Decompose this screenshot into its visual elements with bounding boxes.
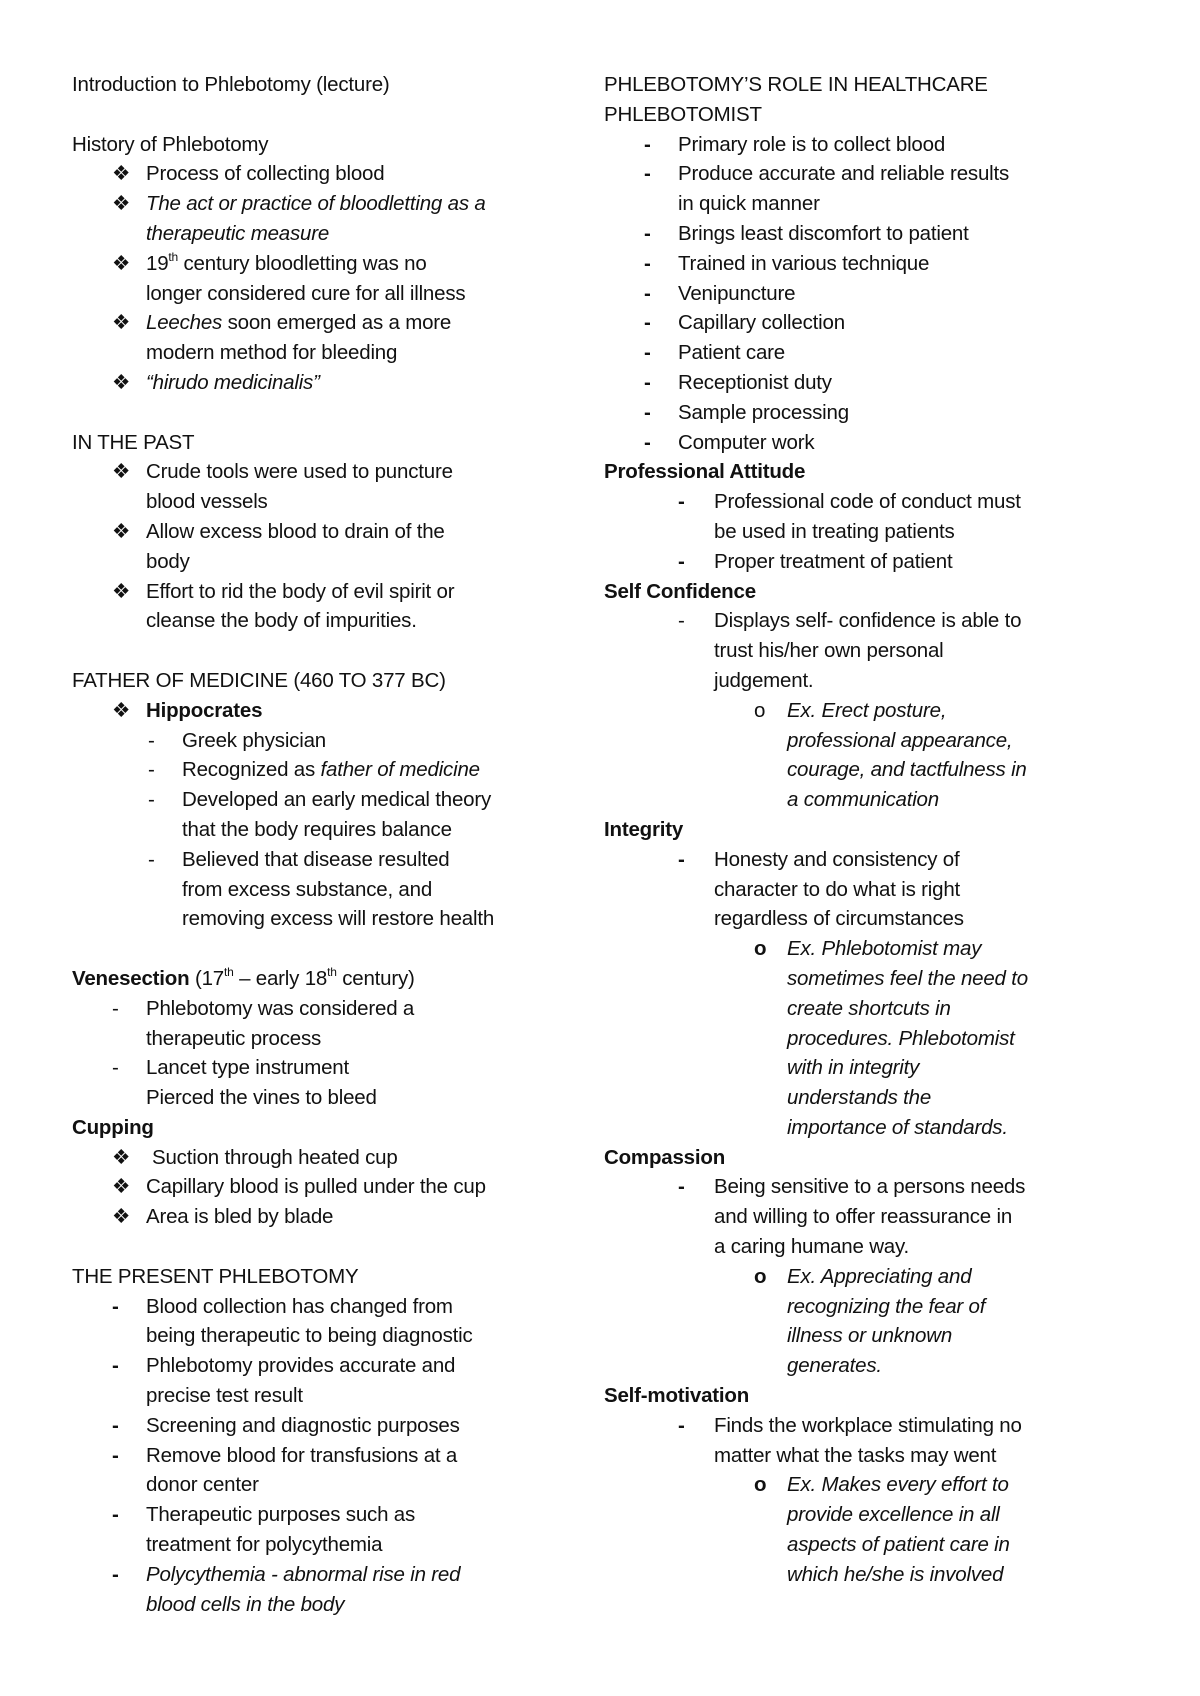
line-text: Pierced the vines to bleed xyxy=(146,1086,377,1110)
history-item xyxy=(72,308,542,338)
line-text: professional appearance, xyxy=(787,728,1013,752)
line-text: Phlebotomy was considered a xyxy=(146,996,415,1020)
line-text: Process of collecting blood xyxy=(146,162,385,186)
venesection-open: (17 xyxy=(194,966,224,990)
trait-example xyxy=(604,1083,1074,1113)
line-text: Trained in various technique xyxy=(678,251,930,275)
history-item xyxy=(72,219,542,249)
venesection-sup2: th xyxy=(327,964,337,979)
trait-example xyxy=(604,1470,1074,1500)
role-heading: PHLEBOTOMY’S ROLE IN HEALTHCARE xyxy=(604,73,988,96)
father-italic: father of medicine xyxy=(320,758,480,782)
line-text: Receptionist duty xyxy=(678,370,832,394)
role-item xyxy=(604,368,1074,398)
trait-example xyxy=(604,726,1074,756)
line-text: understands the xyxy=(787,1086,932,1110)
hippocrates-name: Hippocrates xyxy=(146,698,263,722)
trait-example xyxy=(604,1321,1074,1351)
venesection-heading xyxy=(72,964,542,994)
trait-example xyxy=(604,994,1074,1024)
dash-bullet-icon: - xyxy=(148,847,155,871)
trait-item xyxy=(604,845,1074,875)
past-item xyxy=(72,547,542,577)
line-text: treatment for polycythemia xyxy=(146,1533,383,1557)
century-suffix: th xyxy=(168,249,179,264)
line-text: Remove blood for transfusions at a xyxy=(146,1443,458,1467)
trait-example xyxy=(604,1530,1074,1560)
present-item xyxy=(72,1560,542,1590)
present-list xyxy=(72,1292,542,1620)
trait-item xyxy=(604,606,1074,636)
line-text: sometimes feel the need to xyxy=(787,966,1028,990)
present-item xyxy=(72,1441,542,1471)
line-text: create shortcuts in xyxy=(787,996,951,1020)
line-text: Brings least discomfort to patient xyxy=(678,221,969,245)
trait-example xyxy=(604,1292,1074,1322)
line-text: Finds the workplace stimulating no xyxy=(714,1413,1022,1437)
present-item xyxy=(72,1500,542,1530)
present-heading: THE PRESENT PHLEBOTOMY xyxy=(72,1264,359,1288)
cupping-list xyxy=(72,1143,542,1232)
history-item xyxy=(72,249,542,279)
line-text: modern method for bleeding xyxy=(146,341,398,365)
history-heading: History of Phlebotomy xyxy=(72,132,269,156)
line-text: that the body requires balance xyxy=(182,817,452,841)
hippocrates-detail xyxy=(72,726,542,756)
circle-bullet-icon: o xyxy=(754,937,767,961)
line-text: Capillary blood is pulled under the cup xyxy=(146,1175,486,1199)
history-list xyxy=(72,159,542,397)
line-text: with in integrity xyxy=(787,1056,920,1080)
attitude-list xyxy=(604,487,1074,576)
line-text: precise test result xyxy=(146,1384,303,1408)
role-item xyxy=(604,189,1074,219)
diamond-bullet-icon: ❖ xyxy=(112,192,131,216)
line-text: Blood collection has changed from xyxy=(146,1294,453,1318)
trait-example xyxy=(604,696,1074,726)
line-text: Sample processing xyxy=(678,400,849,424)
dash-bullet-icon: - xyxy=(644,251,651,275)
trait-example xyxy=(604,964,1074,994)
diamond-bullet-icon: ❖ xyxy=(112,1175,131,1199)
line-text: Computer work xyxy=(678,430,815,454)
hippocrates-detail xyxy=(72,845,542,875)
diamond-bullet-icon: ❖ xyxy=(112,460,131,484)
line-text: blood vessels xyxy=(146,490,268,514)
hippocrates-item xyxy=(72,696,542,726)
line-text: blood cells in the body xyxy=(146,1592,345,1616)
line-text: Honesty and consistency of xyxy=(714,847,960,871)
line-text: cleanse the body of impurities. xyxy=(146,609,417,633)
dash-bullet-icon: - xyxy=(112,1294,119,1318)
circle-bullet-icon: o xyxy=(754,1264,767,1288)
dash-bullet-icon: - xyxy=(644,430,651,454)
hippocrates-detail xyxy=(72,875,542,905)
diamond-bullet-icon: ❖ xyxy=(112,370,131,394)
integrity-block xyxy=(604,845,1074,1143)
present-item xyxy=(72,1351,542,1381)
trait-item xyxy=(604,666,1074,696)
dash-bullet-icon: - xyxy=(112,1443,119,1467)
dash-bullet-icon: - xyxy=(112,1354,119,1378)
trait-example xyxy=(604,1351,1074,1381)
line-text: trust his/her own personal xyxy=(714,639,944,663)
line-text: from excess substance, and xyxy=(182,877,433,901)
dash-bullet-icon: - xyxy=(678,549,685,573)
diamond-bullet-icon: ❖ xyxy=(112,1205,131,1229)
line-text: procedures. Phlebotomist xyxy=(787,1026,1015,1050)
father-heading-text: FATHER OF MEDICINE xyxy=(72,668,288,692)
role-item xyxy=(604,428,1074,458)
line-text: in quick manner xyxy=(678,192,820,216)
line-text: judgement. xyxy=(714,668,814,692)
diamond-bullet-icon: ❖ xyxy=(112,162,131,186)
past-item xyxy=(72,577,542,607)
line-text: illness or unknown xyxy=(787,1324,953,1348)
line-text: Greek physician xyxy=(182,728,326,752)
trait-example xyxy=(604,755,1074,785)
history-item xyxy=(72,368,542,398)
trait-item xyxy=(604,1411,1074,1441)
line-text: Professional code of conduct must xyxy=(714,490,1021,514)
trait-example xyxy=(604,785,1074,815)
line-text: recognizing the fear of xyxy=(787,1294,986,1318)
venesection-item xyxy=(72,1083,542,1113)
line-text: which he/she is involved xyxy=(787,1562,1004,1586)
line-text: aspects of patient care in xyxy=(787,1533,1010,1557)
cupping-item xyxy=(72,1172,542,1202)
present-item xyxy=(72,1590,542,1620)
line-text xyxy=(146,249,427,275)
dash-bullet-icon: - xyxy=(678,490,685,514)
role-item xyxy=(604,130,1074,160)
hippocrates-detail xyxy=(72,904,542,934)
attitude-heading: Professional Attitude xyxy=(604,460,806,484)
trait-item xyxy=(604,875,1074,905)
line-text: Lancet type instrument xyxy=(146,1056,349,1080)
cupping-item xyxy=(72,1202,542,1232)
dash-bullet-icon: - xyxy=(644,341,651,365)
diamond-bullet-icon: ❖ xyxy=(112,251,131,275)
line-text: Patient care xyxy=(678,341,785,365)
left-column xyxy=(72,70,542,1619)
line-text: and willing to offer reassurance in xyxy=(714,1205,1013,1229)
line-text: The act or practice of bloodletting as a xyxy=(146,192,486,216)
line-text: be used in treating patients xyxy=(714,519,955,543)
line-text: Venipuncture xyxy=(678,281,796,305)
role-item xyxy=(604,159,1074,189)
line-text: Recognized as xyxy=(182,758,321,782)
father-list xyxy=(72,726,542,935)
dash-bullet-icon: - xyxy=(112,996,119,1020)
motivation-block xyxy=(604,1411,1074,1590)
line-text: generates. xyxy=(787,1354,882,1378)
line-text: Being sensitive to a persons needs xyxy=(714,1175,1026,1199)
line-text: regardless of circumstances xyxy=(714,907,964,931)
cupping-heading: Cupping xyxy=(72,1115,154,1139)
hippocrates-detail xyxy=(72,785,542,815)
present-item xyxy=(72,1292,542,1322)
role-item xyxy=(604,398,1074,428)
confidence-heading: Self Confidence xyxy=(604,579,756,603)
trait-item xyxy=(604,636,1074,666)
line-text: Polycythemia - abnormal rise in red xyxy=(146,1562,461,1586)
line-text: Displays self- confidence is able to xyxy=(714,609,1022,633)
dash-bullet-icon: - xyxy=(148,758,155,782)
line-text: therapeutic measure xyxy=(146,221,330,245)
line-text: “hirudo medicinalis” xyxy=(146,370,320,394)
roles-list xyxy=(604,130,1074,458)
line-text: Ex. Appreciating and xyxy=(787,1264,972,1288)
compassion-block xyxy=(604,1172,1074,1381)
trait-example xyxy=(604,1024,1074,1054)
line-text: importance of standards. xyxy=(787,1115,1008,1139)
trait-item xyxy=(604,1172,1074,1202)
dash-bullet-icon: - xyxy=(678,609,685,633)
father-years: (460 TO 377 BC) xyxy=(293,668,446,692)
attitude-item xyxy=(604,517,1074,547)
trait-example xyxy=(604,1053,1074,1083)
dash-bullet-icon: - xyxy=(112,1413,119,1437)
dash-bullet-icon: - xyxy=(644,311,651,335)
role-item xyxy=(604,219,1074,249)
venesection-sup1: th xyxy=(223,964,234,979)
line-text: character to do what is right xyxy=(714,877,961,901)
venesection-item xyxy=(72,994,542,1024)
circle-bullet-icon: o xyxy=(754,698,766,722)
venesection-item xyxy=(72,1053,542,1083)
role-item xyxy=(604,249,1074,279)
venesection-close: century) xyxy=(336,966,415,990)
document-title: Introduction to Phlebotomy (lecture) xyxy=(72,73,390,96)
trait-item xyxy=(604,1232,1074,1262)
trait-example xyxy=(604,1560,1074,1590)
line-text: Believed that disease resulted xyxy=(182,847,450,871)
line-text: Primary role is to collect blood xyxy=(678,132,946,156)
line-text: Phlebotomy provides accurate and xyxy=(146,1354,456,1378)
line-text xyxy=(146,311,451,334)
past-list xyxy=(72,457,542,636)
dash-bullet-icon: - xyxy=(644,281,651,305)
father-heading xyxy=(72,666,542,696)
line-text: Crude tools were used to puncture xyxy=(146,460,453,484)
past-item xyxy=(72,457,542,487)
cupping-item xyxy=(72,1143,542,1173)
line-text: provide excellence in all xyxy=(787,1503,1000,1527)
line-text: a communication xyxy=(787,788,939,812)
line-text: Suction through heated cup xyxy=(152,1145,398,1169)
line-text: being therapeutic to being diagnostic xyxy=(146,1324,473,1348)
dash-bullet-icon: - xyxy=(112,1056,119,1080)
line-text: removing excess will restore health xyxy=(182,907,495,931)
trait-item xyxy=(604,904,1074,934)
past-item xyxy=(72,517,542,547)
line-text: donor center xyxy=(146,1473,259,1497)
diamond-bullet-icon: ❖ xyxy=(112,1145,131,1169)
trait-example xyxy=(604,934,1074,964)
hippocrates-detail xyxy=(72,755,542,785)
present-item xyxy=(72,1470,542,1500)
dash-bullet-icon: - xyxy=(678,1175,685,1199)
line-text: a caring humane way. xyxy=(714,1235,910,1259)
trait-example xyxy=(604,1262,1074,1292)
present-item xyxy=(72,1381,542,1411)
line-text: Therapeutic purposes such as xyxy=(146,1503,416,1527)
venesection-mid: – early 18 xyxy=(233,966,328,990)
dash-bullet-icon: - xyxy=(644,162,651,186)
line-text: Ex. Makes every effort to xyxy=(787,1473,1009,1497)
dash-bullet-icon: - xyxy=(644,221,651,245)
venesection-heading-text: Venesection xyxy=(72,966,190,990)
line-text: Ex. Erect posture, xyxy=(787,698,947,722)
motivation-heading: Self-motivation xyxy=(604,1384,750,1408)
dash-bullet-icon: - xyxy=(644,400,651,424)
history-item xyxy=(72,338,542,368)
dash-bullet-icon: - xyxy=(678,1413,685,1437)
venesection-list xyxy=(72,994,542,1113)
role-item xyxy=(604,338,1074,368)
line-text: Capillary collection xyxy=(678,311,845,335)
compassion-heading: Compassion xyxy=(604,1145,726,1169)
circle-bullet-icon: o xyxy=(754,1473,767,1497)
line-text: Produce accurate and reliable results xyxy=(678,162,1010,186)
present-item xyxy=(72,1530,542,1560)
history-item xyxy=(72,189,542,219)
past-heading: IN THE PAST xyxy=(72,430,195,454)
dash-bullet-icon: - xyxy=(148,728,155,752)
history-item xyxy=(72,279,542,309)
diamond-bullet-icon: ❖ xyxy=(112,519,131,543)
line-text: matter what the tasks may went xyxy=(714,1443,997,1467)
leeches-rest: soon emerged as a more xyxy=(222,311,452,335)
dash-bullet-icon: - xyxy=(112,1503,119,1527)
present-item xyxy=(72,1321,542,1351)
diamond-bullet-icon: ❖ xyxy=(112,579,131,603)
attitude-item xyxy=(604,487,1074,517)
past-item xyxy=(72,606,542,636)
integrity-heading: Integrity xyxy=(604,817,684,841)
trait-item xyxy=(604,1441,1074,1471)
venesection-item xyxy=(72,1024,542,1054)
trait-item xyxy=(604,1202,1074,1232)
past-item xyxy=(72,487,542,517)
history-item xyxy=(72,159,542,189)
leeches-text: Leeches xyxy=(146,311,223,335)
phlebotomist-heading: PHLEBOTOMIST xyxy=(604,102,762,126)
right-column xyxy=(604,70,1074,1590)
attitude-item xyxy=(604,547,1074,577)
line-text: Proper treatment of patient xyxy=(714,549,953,573)
line-text: Allow excess blood to drain of the xyxy=(146,519,445,543)
century-text: century bloodletting was no xyxy=(178,251,427,275)
line-text: Screening and diagnostic purposes xyxy=(146,1413,460,1437)
hippocrates-detail xyxy=(72,815,542,845)
diamond-bullet-icon: ❖ xyxy=(112,698,131,722)
line-text: therapeutic process xyxy=(146,1026,322,1050)
line-text: courage, and tactfulness in xyxy=(787,758,1027,782)
dash-bullet-icon: - xyxy=(644,132,651,156)
trait-example xyxy=(604,1113,1074,1143)
role-item xyxy=(604,308,1074,338)
dash-bullet-icon: - xyxy=(148,788,155,812)
line-text: body xyxy=(146,549,190,573)
line-text: Effort to rid the body of evil spirit or xyxy=(146,579,455,603)
dash-bullet-icon: - xyxy=(112,1562,119,1586)
diamond-bullet-icon: ❖ xyxy=(112,311,131,335)
dash-bullet-icon: - xyxy=(678,847,685,871)
century-number: 19 xyxy=(146,251,169,275)
line-text: Developed an early medical theory xyxy=(182,788,492,812)
role-item xyxy=(604,279,1074,309)
line-text: Ex. Phlebotomist may xyxy=(787,937,982,961)
dash-bullet-icon: - xyxy=(644,370,651,394)
present-item xyxy=(72,1411,542,1441)
line-text: Area is bled by blade xyxy=(146,1205,334,1229)
line-text: longer considered cure for all illness xyxy=(146,281,466,305)
confidence-block xyxy=(604,606,1074,815)
trait-example xyxy=(604,1500,1074,1530)
